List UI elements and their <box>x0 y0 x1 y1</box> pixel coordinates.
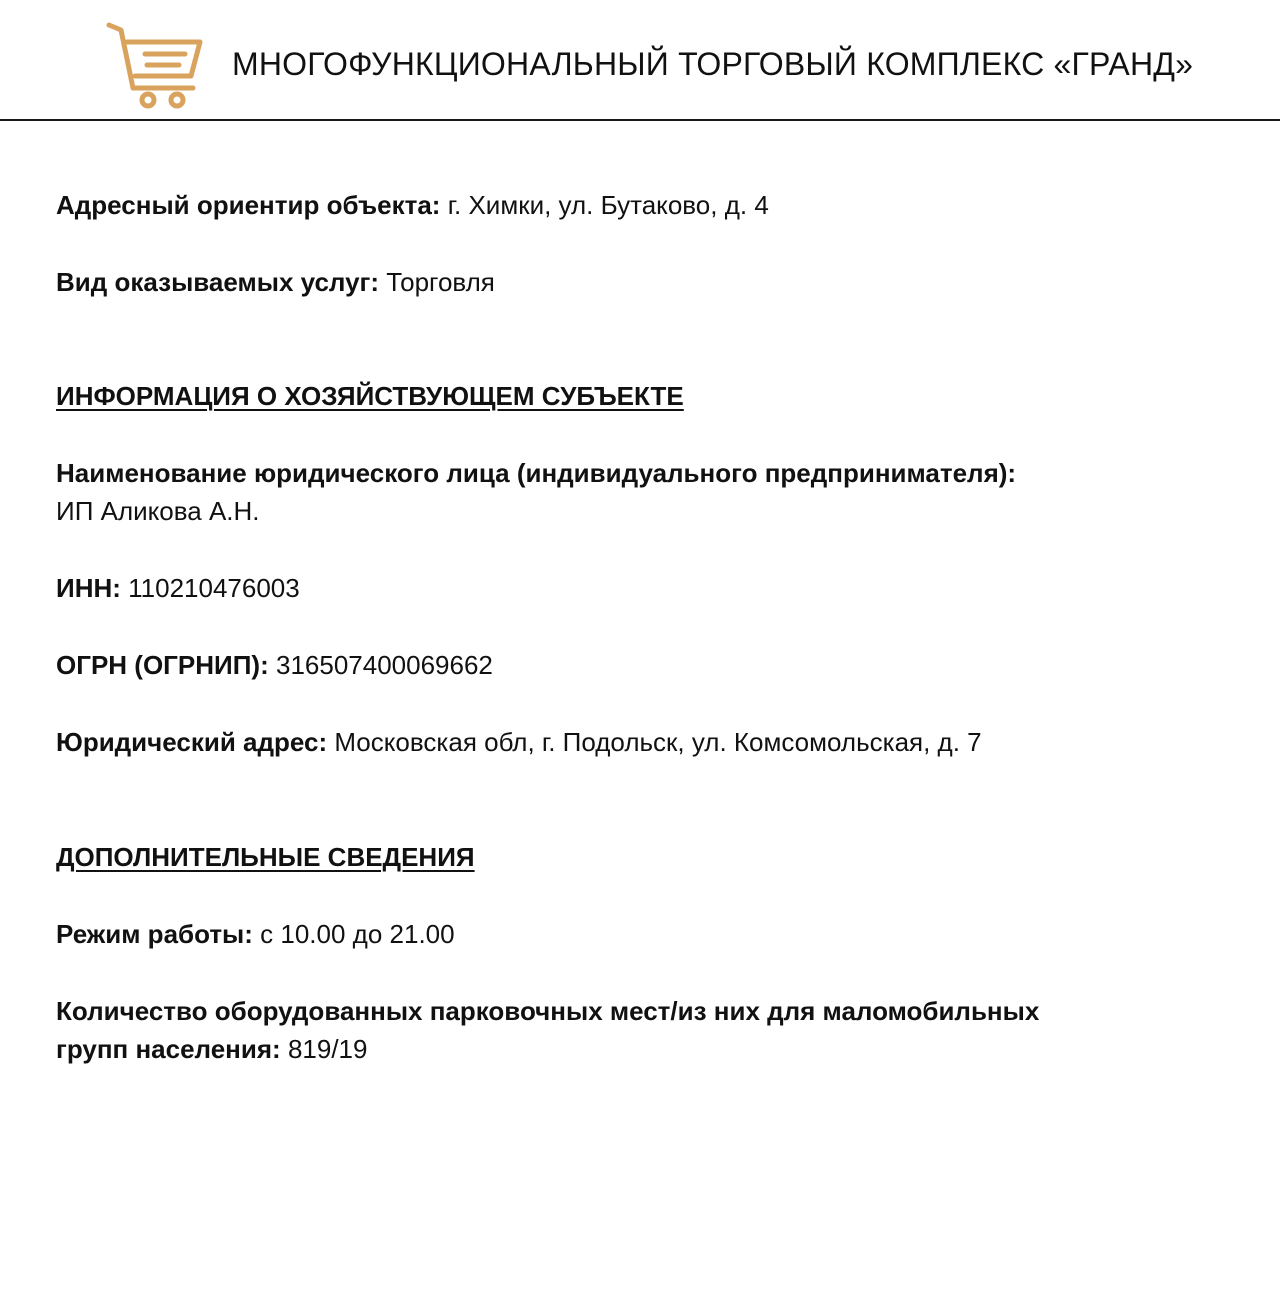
inn-value: 110210476003 <box>128 573 300 603</box>
working-hours-label: Режим работы: <box>56 919 253 949</box>
inn-row <box>56 569 300 607</box>
legal-address-value: Московская обл, г. Подольск, ул. Комсомольская, д. 7 <box>334 727 982 757</box>
entity-section-heading: ИНФОРМАЦИЯ О ХОЗЯЙСТВУЮЩЕМ СУБЪЕКТЕ <box>56 381 684 411</box>
object-address-label: Адресный ориентир объекта: <box>56 190 441 220</box>
extra-section-heading: ДОПОЛНИТЕЛЬНЫЕ СВЕДЕНИЯ <box>56 842 475 872</box>
working-hours-value: с 10.00 до 21.00 <box>260 919 455 949</box>
parking-row <box>56 1030 367 1068</box>
parking-value: 819/19 <box>287 1034 368 1064</box>
legal-address-label: Юридический адрес: <box>56 727 328 757</box>
page-title: МНОГОФУНКЦИОНАЛЬНЫЙ ТОРГОВЫЙ КОМПЛЕКС «ГРАНД» <box>232 46 1194 82</box>
working-hours-row <box>56 915 455 953</box>
parking-label-line1: Количество оборудованных парковочных мест/из них для маломобильных <box>56 996 1040 1026</box>
shopping-cart-icon <box>105 20 205 112</box>
legal-address-row <box>56 723 982 761</box>
ogrn-row <box>56 646 493 684</box>
entity-name-value: ИП Аликова А.Н. <box>56 496 260 526</box>
ogrn-label: ОГРН (ОГРНИП): <box>56 650 269 680</box>
service-type-value: Торговля <box>386 267 495 297</box>
entity-name-label: Наименование юридического лица (индивидуального предпринимателя): <box>56 458 1017 488</box>
object-address-row <box>56 186 769 224</box>
page-header <box>0 0 1280 121</box>
ogrn-value: 316507400069662 <box>275 650 493 680</box>
object-address-value: г. Химки, ул. Бутаково, д. 4 <box>447 190 769 220</box>
inn-label: ИНН: <box>56 573 121 603</box>
service-type-label: Вид оказываемых услуг: <box>56 267 380 297</box>
parking-label-line2: групп населения: <box>56 1034 281 1064</box>
service-type-row <box>56 263 495 301</box>
